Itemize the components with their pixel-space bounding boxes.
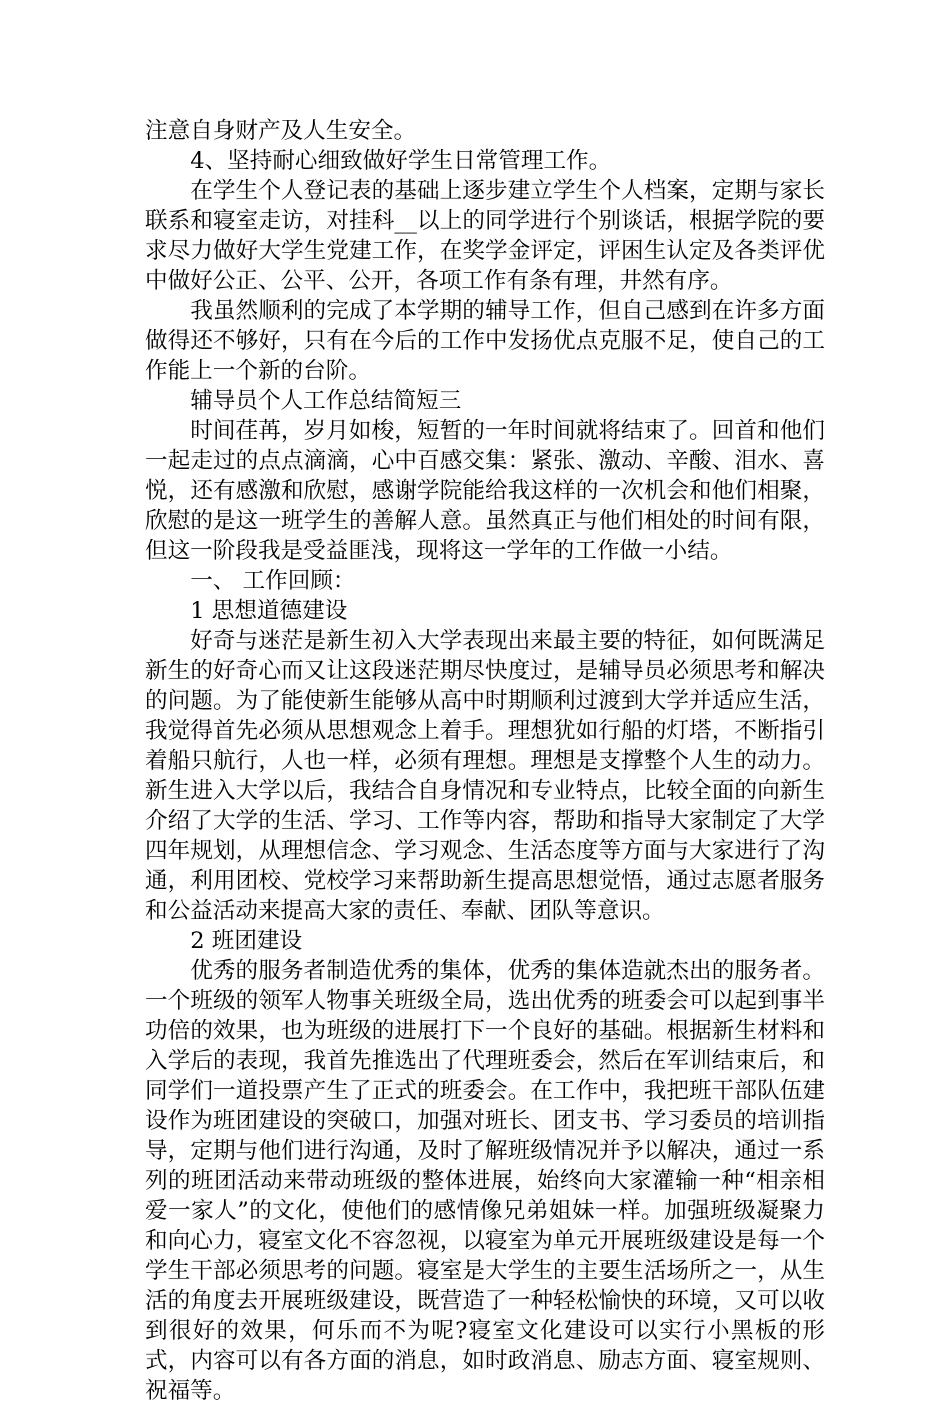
paragraph-1: 注意自身财产及人生安全。 bbox=[145, 118, 417, 144]
subheading-work-review: 一、 工作回顾： bbox=[190, 568, 356, 594]
subheading-ideology: 1 思想道德建设 bbox=[190, 598, 348, 624]
paragraph-6: 时间荏苒，岁月如梭，短暂的一年时间就将结束了。回首和他们一起走过的点点滴滴，心中百感交集：紧张、激动、辛酸、泪水、喜悦，还有感激和欣慰，感谢学院能给我这样的一次机会和他们相聚，欣慰的是这一班学生的善解人意。虽然真正与他们相处的时间有限，但这一阶段我是受益匪浅，现将这一学年的工作做一小结。 bbox=[145, 418, 825, 564]
paragraph-4: 我虽然顺利的完成了本学期的辅导工作，但自己感到在许多方面做得还不够好，只有在今后的工作中发扬优点克服不足，使自己的工作能上一个新的台阶。 bbox=[145, 298, 825, 384]
document-body bbox=[145, 116, 825, 1406]
paragraph-9: 好奇与迷茫是新生初入大学表现出来最主要的特征，如何既满足新生的好奇心而又让这段迷茫期尽快度过，是辅导员必须思考和解决的问题。为了能使新生能够从高中时期顺利过渡到大学并适应生活，我觉得首先必须从思想观念上着手。理想犹如行船的灯塔，不断指引着船只航行，人也一样，必须有理想。理想是支撑整个人生的动力。新生进入大学以后，我结合自身情况和专业特点，比较全面的向新生介绍了大学的生活、学习、工作等内容，帮助和指导大家制定了大学四年规划，从理想信念、学习观念、生活态度等方面与大家进行了沟通，利用团校、党校学习来帮助新生提高思想觉悟，通过志愿者服务和公益活动来提高大家的责任、奉献、团队等意识。 bbox=[145, 628, 825, 924]
paragraph-2: 4、坚持耐心细致做好学生日常管理工作。 bbox=[190, 148, 612, 174]
paragraph-3: 在学生个人登记表的基础上逐步建立学生个人档案，定期与家长联系和寝室走访，对挂科__以上的同学进行个别谈话，根据学院的要求尽力做好大学生党建工作，在奖学金评定，评困生认定及各类评优中做好公正、公平、公开，各项工作有条有理，井然有序。 bbox=[145, 178, 825, 294]
subheading-class-building: 2 班团建设 bbox=[190, 928, 303, 954]
section-heading-3: 辅导员个人工作总结简短三 bbox=[190, 388, 462, 414]
paragraph-11: 优秀的服务者制造优秀的集体，优秀的集体造就杰出的服务者。一个班级的领军人物事关班级全局，选出优秀的班委会可以起到事半功倍的效果，也为班级的进展打下一个良好的基础。根据新生材料和入学后的表现，我首先推选出了代理班委会，然后在军训结束后，和同学们一道投票产生了正式的班委会。在工作中，我把班干部队伍建设作为班团建设的突破口，加强对班长、团支书、学习委员的培训指导，定期与他们进行沟通，及时了解班级情况并予以解决，通过一系列的班团活动来带动班级的整体进展，始终向大家灌输一种“相亲相爱一家人”的文化，使他们的感情像兄弟姐妹一样。加强班级凝聚力和向心力，寝室文化不容忽视，以寝室为单元开展班级建设是每一个学生干部必须思考的问题。寝室是大学生的主要生活场所之一，从生活的角度去开展班级建设，既营造了一种轻松愉快的环境，又可以收到很好的效果，何乐而不为呢?寝室文化建设可以实行小黑板的形式，内容可以有各方面的消息，如时政消息、励志方面、寝室规则、祝福等。 bbox=[145, 958, 825, 1404]
